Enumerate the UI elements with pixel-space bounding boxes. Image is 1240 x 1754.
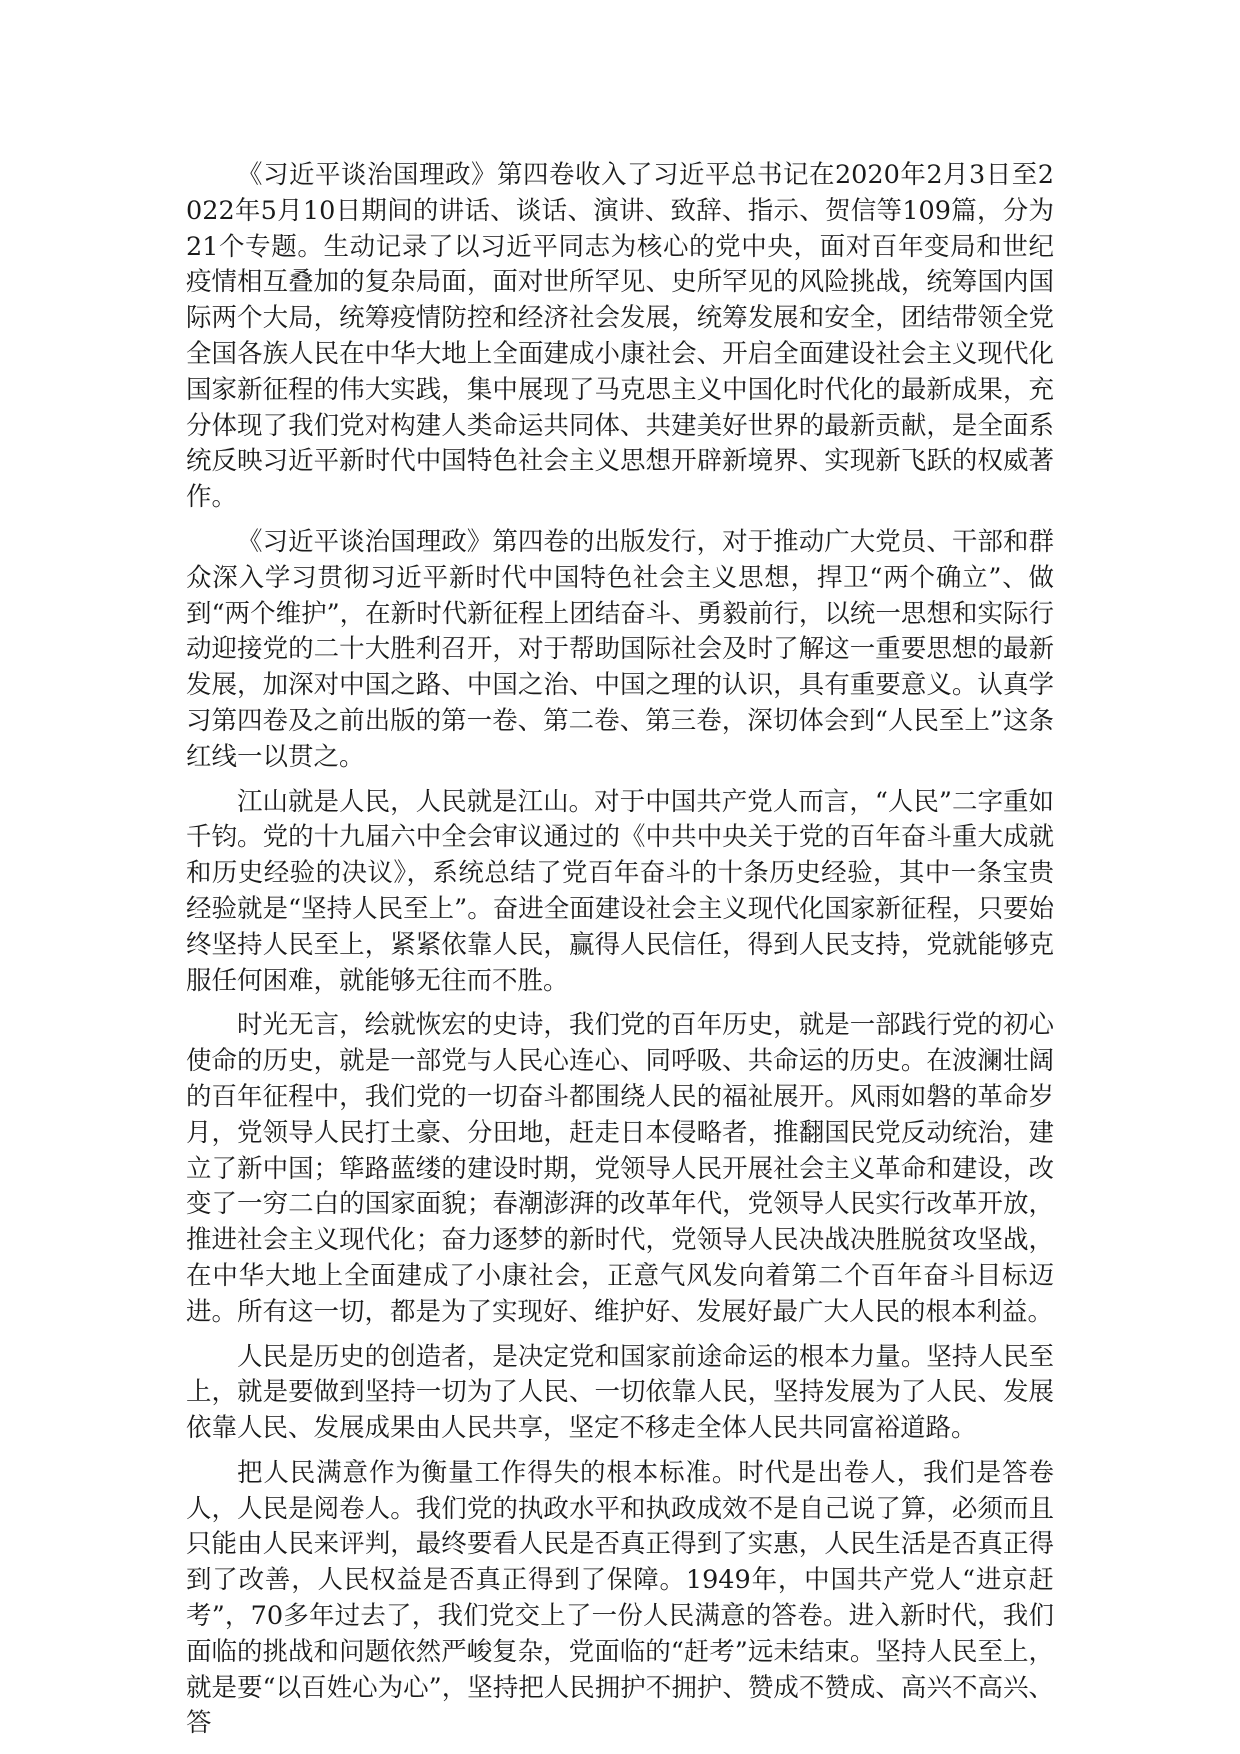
paragraph-4: 时光无言，绘就恢宏的史诗，我们党的百年历史，就是一部践行党的初心使命的历史，就是一部党与人民心连心、同呼吸、共命运的历史。在波澜壮阔的百年征程中，我们党的一切奋斗都围绕人民的福祉展开。风雨如磐的革命岁月，党领导人民打土豪、分田地，赶走日本侵略者，推翻国民党反动统治，建立了新中国；筚路蓝缕的建设时期，党领导人民开展社会主义革命和建设，改变了一穷二白的国家面貌；春潮澎湃的改革年代，党领导人民实行改革开放，推进社会主义现代化；奋力逐梦的新时代，党领导人民决战决胜脱贫攻坚战，在中华大地上全面建成了小康社会，正意气风发向着第二个百年奋斗目标迈进。所有这一切，都是为了实现好、维护好、发展好最广大人民的根本利益。	[186, 1010, 1054, 1327]
paragraph-6: 把人民满意作为衡量工作得失的根本标准。时代是出卷人，我们是答卷人，人民是阅卷人。我们党的执政水平和执政成效不是自己说了算，必须而且只能由人民来评判，最终要看人民是否真正得到了实惠，人民生活是否真正得到了改善，人民权益是否真正得到了保障。1949年，中国共产党人“进京赶考”，70多年过去了，我们党交上了一份人民满意的答卷。进入新时代，我们面临的挑战和问题依然严峻复杂，党面临的“赶考”远未结束。坚持人民至上，就是要“以百姓心为心”，坚持把人民拥护不拥护、赞成不赞成、高兴不高兴、答	[186, 1457, 1054, 1739]
paragraph-1: 《习近平谈治国理政》第四卷收入了习近平总书记在2020年2月3日至2022年5月10日期间的讲话、谈话、演讲、致辞、指示、贺信等109篇，分为21个专题。生动记录了以习近平同志为核心的党中央，面对百年变局和世纪疫情相互叠加的复杂局面，面对世所罕见、史所罕见的风险挑战，统筹国内国际两个大局，统筹疫情防控和经济社会发展，统筹发展和安全，团结带领全党全国各族人民在中华大地上全面建成小康社会、开启全面建设社会主义现代化国家新征程的伟大实践，集中展现了马克思主义中国化时代化的最新成果，充分体现了我们党对构建人类命运共同体、共建美好世界的最新贡献，是全面系统反映习近平新时代中国特色社会主义思想开辟新境界、实现新飞跃的权威著作。	[186, 160, 1054, 513]
paragraph-5: 人民是历史的创造者，是决定党和国家前途命运的根本力量。坚持人民至上，就是要做到坚持一切为了人民、一切依靠人民，坚持发展为了人民、发展依靠人民、发展成果由人民共享，坚定不移走全体人民共同富裕道路。	[186, 1341, 1054, 1444]
document-body	[186, 158, 1054, 1751]
paragraph-2: 《习近平谈治国理政》第四卷的出版发行，对于推动广大党员、干部和群众深入学习贯彻习近平新时代中国特色社会主义思想，捍卫“两个确立”、做到“两个维护”，在新时代新征程上团结奋斗、勇毅前行，以统一思想和实际行动迎接党的二十大胜利召开，对于帮助国际社会及时了解这一重要思想的最新发展，加深对中国之路、中国之治、中国之理的认识，具有重要意义。认真学习第四卷及之前出版的第一卷、第二卷、第三卷，深切体会到“人民至上”这条红线一以贯之。	[186, 526, 1054, 772]
paragraph-3: 江山就是人民，人民就是江山。对于中国共产党人而言，“人民”二字重如千钧。党的十九届六中全会审议通过的《中共中央关于党的百年奋斗重大成就和历史经验的决议》，系统总结了党百年奋斗的十条历史经验，其中一条宝贵经验就是“坚持人民至上”。奋进全面建设社会主义现代化国家新征程，只要始终坚持人民至上，紧紧依靠人民，赢得人民信任，得到人民支持，党就能够克服任何困难，就能够无往而不胜。	[186, 786, 1054, 996]
